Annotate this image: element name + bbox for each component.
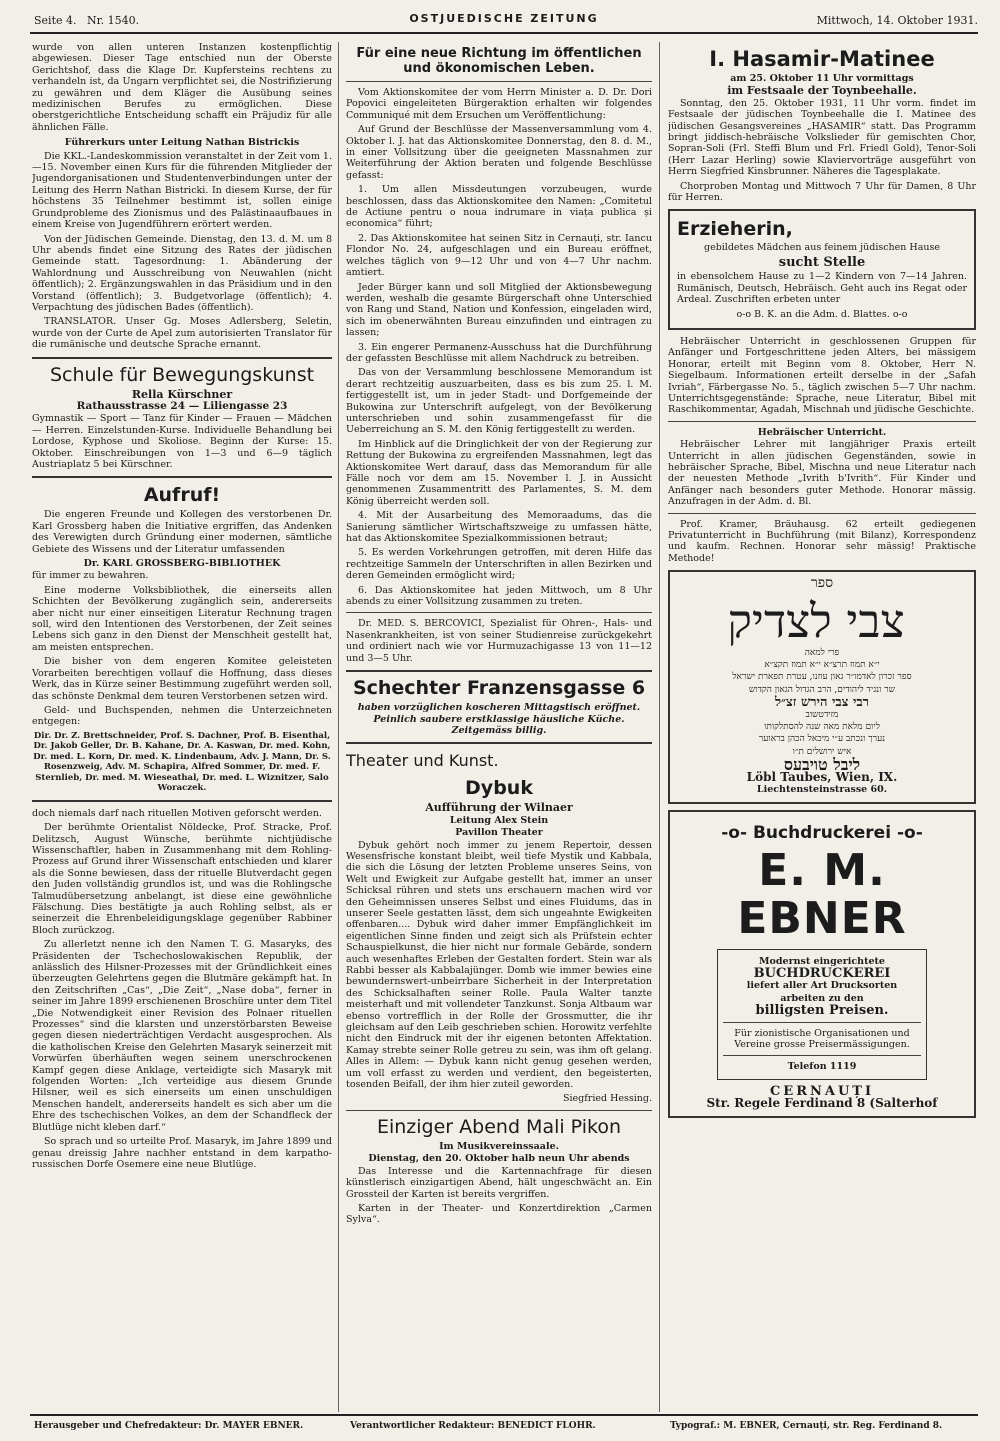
notice-text: Hebräischer Lehrer mit langjähriger Praxis erteilt Unterricht in allen jüdischen Gegenständen, sowie in hebräischer Sprache, Bibel, Mischna und neue Literatur nach der neuesten Methode „Ivrith b'Ivrith“. Für Kinder und Anfänger nach besonders guter Methode. Honorar mässig. Anzufragen in der Adm. d. Bl. <box>668 439 976 508</box>
divider <box>32 476 332 478</box>
ad-text: billigsten Preisen. <box>755 1003 889 1019</box>
appeal-text: Die bisher von dem engeren Komitee geleisteten Vorarbeiten berechtigen vollauf die Hoffnung, dass dieses Werk, das in Kürze seiner Bestimmung zugeführt werden soll, das schönste Denkmal dem teuren Verstorbenen setzen wird. <box>32 656 332 702</box>
event-subtitle: im Festsaale der Toynbeehalle. <box>727 84 917 98</box>
concert-title: Einziger Abend Mali Pikon <box>376 1115 621 1138</box>
appeal-text: Geld- und Buchspenden, nehmen die Unterzeichneten entgegen: <box>32 704 332 728</box>
article-text: 2. Das Aktionskomitee hat seinen Sitz in Cernauți, str. Iancu Flondor No. 24, aufgeschlagen und ein Bureau eröffnet, welches täglich von 9—12 Uhr und von 4—7 Uhr nachm. amtiert. <box>346 232 652 279</box>
divider <box>346 742 652 744</box>
event-text: Chorproben Montag und Mittwoch 7 Uhr für Damen, 8 Uhr für Herren. <box>668 180 976 204</box>
book-rabbi-name: רבי צבי הירש זצ״ל <box>774 695 870 711</box>
divider <box>346 612 652 613</box>
review-author: Siegfried Hessing. <box>563 1093 652 1105</box>
ad-heading: sucht Stelle <box>778 254 866 270</box>
article-title: Für eine neue Richtung im öffentlichen und ökonomischen Leben. <box>356 46 642 76</box>
article-text: Auf Grund der Beschlüsse der Massenversammlung vom 4. Oktober l. J. hat das Aktionskomitee Donnerstag, den 8. d. M., in einer Vollsitzung über die geeigneten Massnahmen zur Weiterführung der Aktion beraten und folgende Beschlüsse gefasst: <box>346 124 652 181</box>
ad-text: liefert aller Art Drucksorten <box>746 980 898 992</box>
concert-text: Karten in der Theater- und Konzertdirektion „Carmen Sylva“. <box>346 1202 652 1226</box>
event-title: I. Hasamir-Matinee <box>709 47 935 71</box>
ad-phone: Telefon 1119 <box>787 1061 857 1073</box>
article-text: So sprach und so urteilte Prof. Masaryk, im Jahre 1899 und genau dreissig Jahre nachher entstand in dem karpatho-russischen Dorfe Osemere eine neue Blutlüge. <box>32 1136 332 1170</box>
article-text: Jeder Bürger kann und soll Mitglied der Aktionsbewegung werden, weshalb die gesamte Bürgerschaft ohne Unterschied von Rang und Stand, Nation und Konfession, eingeladen wird, sich im obenerwähnten Bureau einzufinden und eintragen zu lassen; <box>346 281 652 339</box>
book-text: ספר זכרון לאדמו״ר גאון עוזנו, עטרת תפארת ישראל <box>732 672 912 683</box>
review-title: Dybuk <box>465 777 533 800</box>
footer-publisher: Herausgeber und Chefredakteur: Dr. MAYER EBNER. <box>34 1421 304 1431</box>
article-text: Von der Jüdischen Gemeinde. Dienstag, den 13. d. M. um 8 Uhr abends findet eine Sitzung des Rates der jüdischen Gemeinde statt. Tagesordnung: 1. Abänderung der Wahlordnung und Ausschreibung von Neuwahlen (nicht öffentlich); 2. Ergänzungswahlen in das Präsidium und in den Vorstand (öffentlich); 3. Budgetvorlage (öffentlich); 4. Verpachtung des jüdischen Bades (öffentlich). <box>32 233 332 313</box>
ad-title: Erzieherin, <box>677 218 793 241</box>
divider <box>32 357 332 359</box>
book-text: נערך ונכתב ע״י מיכאל הכהן בראוער <box>758 734 886 745</box>
ad-title: Schechter Franzensgasse 6 <box>352 677 646 700</box>
page-number: Seite 4. Nr. 1540. <box>34 14 140 27</box>
divider <box>668 513 976 514</box>
ad-city: CERNAUȚI <box>769 1083 875 1099</box>
article-text: Die KKL.-Landeskommission veranstaltet in der Zeit vom 1.—15. November einen Kurs für die führenden Mitglieder der Jugendorganisationen und Studentenverbindungen unter der Leitung des Herrn Nathan Bistricki. In diesem Kurse, der für höchstens 35 Teilnehmer bestimmt ist, sollen einige Grundprobleme des Zionismus und des Palästinaaufbaues in einem Kreise von Jugendführern erörtert werden. <box>32 150 332 231</box>
ad-text: in ebensolchem Hause zu 1—2 Kindern von 7—14 Jahren. Rumänisch, Deutsch, Hebräisch. Geht auch ins Regat oder Ardeal. Zuschriften erbeten unter <box>677 271 967 306</box>
section-heading: Theater und Kunst. <box>346 751 499 771</box>
masthead: OSTJUEDISCHE ZEITUNG <box>409 12 599 25</box>
library-name: Dr. KARL GROSSBERG-BIBLIOTHEK <box>83 558 281 570</box>
book-title: צבי לצדיק <box>727 593 905 648</box>
book-ad <box>668 570 976 803</box>
appeal-title: Aufruf! <box>143 484 221 507</box>
column-3 <box>668 42 976 1414</box>
issue-date: Mittwoch, 14. Oktober 1931. <box>816 14 978 27</box>
page-header <box>30 8 978 32</box>
book-dates: י״א תמוז תרצ״א י״א תמוז תקצ״א <box>764 660 880 671</box>
review-subtitle: Leitung Alex Stein <box>449 814 549 826</box>
ad-title: E. M. EBNER <box>737 844 907 944</box>
book-text: שר ונגיד ליהודים, הרב הגדול הגאון הקדוש <box>748 684 896 695</box>
divider <box>346 81 652 82</box>
article-text: Vom Aktionskomitee der vom Herrn Minister a. D. Dr. Dori Popovici eingeleiteten Bürgeraktion erhalten wir folgendes Communiqué mit dem Ersuchen um Veröffentlichung: <box>346 87 652 121</box>
appeal-text: Die engeren Freunde und Kollegen des verstorbenen Dr. Karl Grossberg haben die Initiative ergriffen, das Andenken des Verewigten durch Gründung einer modernen, sämtliche Gebiete des Wissens und der Literatur umfassenden <box>32 509 332 555</box>
article-text: doch niemals darf nach rituellen Motiven geforscht werden. <box>32 807 322 819</box>
publisher-name: Löbl Taubes, Wien, IX. <box>746 769 898 784</box>
appeal-text: Eine moderne Volksbibliothek, die einerseits allen Schichten der Bevölkerung zugänglich sein, andererseits aber nicht nur einer einseitigen Literatur Rechnung tragen soll, wird den Intentionen des Verstorbenen, der Zeit seines Lebens sich ganz in den Dienst der Menschheit gestellt hat, am meisten entsprechen. <box>32 584 332 653</box>
article-text: TRANSLATOR. Unser Gg. Moses Adlersberg, Seletin, wurde von der Curte de Apel zum autorisierten Translator für die rumänische und deutsche Sprache ernannt. <box>32 316 332 351</box>
appeal-signatories: Dir. Dr. Z. Brettschneider, Prof. S. Dachner, Prof. B. Eisenthal, Dr. Jakob Geller, Dr. B. Kahane, Dr. A. Kaswan, Dr. med. Kohn, Dr. med. L. Korn, Dr. med. K. Lindenbaum, Adv. J. Mann, Dr. S. Rosenzweig, Adv. M. Schapira, Alfred Sommer, Dr. med. F. Sternlieb, Dr. med. M. Wieseathal, Dr. med. L. Wiznitzer, Salo Woraczek. <box>33 730 331 794</box>
article-text: 6. Das Aktionskomitee hat jeden Mittwoch, um 8 Uhr abends zu einer Vollsitzung zusammen zu treten. <box>346 584 652 608</box>
article-text: 1. Um allen Missdeutungen vorzubeugen, wurde beschlossen, dass das Aktionskomitee den Namen: „Comitetul de Actiune pentru o noua indrumare in viața publica și economica“ führt; <box>346 184 652 230</box>
ad-text: Für zionistische Organisationen und Vereine grosse Preisermässigungen. <box>734 1027 910 1050</box>
footer-rule <box>30 1414 978 1416</box>
ad-address: Rathausstrasse 24 — Liliengasse 23 <box>76 399 288 412</box>
article-continuation: wurde von allen unteren Instanzen kostenpflichtig abgewiesen. Dieser Tage entschied nun der Oberste Gerichtshof, dass die Klage Dr. Kupfersteins rechtens zu verhandeln ist, da Ungarn verpflichtet sei, die Nostrifizierung zu gewähren und dem Kläger die Ausübung seines medizinischen Berufes zu ermöglichen. Diese oberstgerichtliche Entscheidung schafft ein Präjudiz für alle ähnlichen Fälle. <box>32 42 332 133</box>
divider <box>723 1055 921 1056</box>
article-text: 4. Mit der Ausarbeitung des Memoraadums, das die Sanierung sämtlicher Wirtschaftszweige zu umfassen hätte, hat das Aktionskomitee Spezialkommissionen betraut; <box>346 510 652 545</box>
article-text: 5. Es werden Vorkehrungen getroffen, mit deren Hilfe das rechtzeitige Sammeln der Unterschriften in allen Bezirken und deren Gemeinden ermöglicht wird; <box>346 547 652 582</box>
header-rule <box>30 32 978 34</box>
review-text: Dybuk gehört noch immer zu jenem Repertoir, dessen Wesensfrische konstant bleibt, weil tiefe Mystik und Kabbala, die sich die Lösung der letzten Probleme unseres Seins, von Welt und Ewigkeit zur Aufgabe gestellt hat, immer an unser Schicksal rühren und stets uns erschauern machen wird vor den Geheimnissen unseres Selbst und eines Fluidums, das in unserer Seele gestatten lässt, dem sich ungeahnte Ewigkeiten offenbaren.... Dybuk wird daher immer Empfänglichkeit im eigentlichen Sinne finden und zeigt sich als Prüfstein echter Schauspielkunst, die hier nicht nur formale Gebärde, sondern auch wesenhaftes Erleben der Gestalten fordert. Stein war als Rabbi besser als Kabbalajünger. Domb wie immer bewies eine bewundernswert-unbeirrbare Sicherheit in der Interpretation des Schicksalhaften seiner Rolle. Paula Walter tanzte meisterhaft und mit vollendeter Tanzkunst. Sonja Altbaum war ebenso vortrefflich in der Rolle der Grossmutter, die ihr gleichsam auf den Leib geschrieben schien. Horowitz verfehlte nicht den Eindruck mit der ihr eigenen betonten Affektation. Kamay strebte seiner Rolle getreu zu sein, was ihm oft gelang. Alles in Allem: — Dybuk kann nicht genug gesehen werden, um voll erfasst zu werden und verdient, den begeisterten, tosenden Beifall, der ihm hier zuteil geworden. <box>346 839 652 1091</box>
divider <box>346 670 652 672</box>
ad-text: Gymnastik — Sport — Tanz für Kinder — Frauen — Mädchen — Herren. Einzelstunden-Kurse. Individuelle Behandlung bei Lordose, Kyphose und Skoliose. Beginn der Kurse: 15. Oktober. Einschreibungen von 1—3 und 6—9 täglich Austriaplatz 5 bei Kürschner. <box>32 413 332 470</box>
article-heading: Führerkurs unter Leitung Nathan Bistrickis <box>64 137 300 149</box>
article-text: 3. Ein engerer Permanenz-Ausschuss hat die Durchführung der gefassten Beschlüsse mit allem Nachdruck zu betreiben. <box>346 341 652 364</box>
ad-code: o-o B. K. an die Adm. d. Blattes. o-o <box>736 308 908 320</box>
concert-date: Dienstag, den 20. Oktober halb neun Uhr abends <box>368 1153 630 1165</box>
review-subtitle: Pavillon Theater <box>455 827 543 839</box>
book-text: ליום מלאת מאה שנה להסתלקותו <box>764 722 880 733</box>
ad-heading: -o- Buchdruckerei -o- <box>721 822 923 843</box>
event-subtitle: am 25. Oktober 11 Uhr vormittags <box>730 73 914 84</box>
ad-address: Str. Regele Ferdinand 8 (Salterhof <box>706 1096 938 1111</box>
event-text: Sonntag, den 25. Oktober 1931, 11 Uhr vorm. findet im Festsaale der jüdischen Toynbeehalle die I. Matinee des jüdischen Gesangsvereines „HASAMIR“ statt. Das Programm bringt jiddisch-hebräische Volkslieder für gemischten Chor, Sopran-Soli (Frl. Steffi Blum und Frl. Friedl Gold), Tenor-Soli (Herr Lazar Herling) sowie Klaviervorträge ausgeführt von Herrn Siegfried Kinsbrunner. Näheres die Tagesplakate. <box>668 97 976 178</box>
notice-heading: Hebräischer Unterricht. <box>757 426 887 438</box>
footer-printer: Typograf.: M. EBNER, Cernauți, str. Reg. Ferdinand 8. <box>670 1421 943 1431</box>
ad-text: arbeiten zu den <box>780 992 864 1004</box>
ad-text: haben vorzüglichen koscheren Mittagstisch eröffnet. Peinlich saubere erstklassige häusliche Küche. Zeitgemäss billig. <box>357 702 641 736</box>
column-1 <box>32 42 332 1414</box>
divider <box>668 421 976 422</box>
book-text: מזידטשוב <box>805 709 839 720</box>
review-subtitle: Aufführung der Wilnaer <box>425 801 573 815</box>
book-publisher: ליבל טויבעס <box>783 755 861 775</box>
publisher-address: Liechtensteinstrasse 60. <box>756 784 888 796</box>
notice-text: Hebräischer Unterricht in geschlossenen Gruppen für Anfänger und Fortgeschrittene jeden Alters, bei mässigem Honorar, erteilt mit Beginn vom 8. Oktober, Herr N. Siegelbaum. Informationen erteilt derselbe in der „Safah Ivriah“, Färbergasse No. 5., täglich zwischen 5—7 Uhr nachm. Unterrichtsgegenstände: Sprache, neue Literatur, Bibel mit Raschikommentar, Agadah, Mischnah und jüdische Geschichte. <box>668 335 976 416</box>
divider <box>32 800 332 802</box>
article-text: Das von der Versammlung beschlossene Memorandum ist derart rechtzeitig auszuarbeiten, dass es bis zum 25. l. M. fertiggestellt ist, um in jeder Stadt- und Dorfgemeinde der Bukowina zur Unterschrift aufgelegt, von der Bevölkerung unterschrieben und sohin zusammengefasst für die Ueberreichung an S. M. den König fertiggestellt zu werden. <box>346 367 652 436</box>
ad-subtitle: gebildetes Mädchen aus feinem jüdischen Hause <box>703 242 940 254</box>
printing-ad <box>668 810 976 1118</box>
concert-venue: Im Musikvereinssaale. <box>439 1140 559 1152</box>
column-divider <box>338 42 339 1412</box>
ad-subtitle: Rella Kürschner <box>131 387 233 401</box>
book-subtitle: פרי למאה <box>804 647 840 658</box>
column-divider <box>659 42 660 1412</box>
divider <box>723 1022 921 1023</box>
article-text: Der berühmte Orientalist Nöldecke, Prof. Stracke, Prof. Delitzsch, August Wünsche, berühmte nichtjüdische Wissenschaftler, haben in Zusammenhang mit dem Rohling-Prozess auf Grund ihrer Wissenschaft entschieden und klarer als die Sonne bewiesen, dass der rituelle Blutverdacht gegen den Juden vollständig grundlos ist, und was die Rohlingsche Talmudübersetzung anbelangt, ist diese eine gewöhnliche Fälschung. Dies bestätigte ja auch Rohling selbst, als er seinerzeit die Ehrenbeleidigungsklage gegenüber Rabbiner Bloch zurückzog. <box>32 822 332 936</box>
book-label: ספר <box>810 575 834 592</box>
book-text: איש ירושלים ת״ו <box>792 746 852 757</box>
concert-text: Das Interesse und die Kartennachfrage für diesen künstlerisch einzigartigen Abend, hält ungeschwächt an. Ein Grossteil der Karten ist bereits vergriffen. <box>346 1165 652 1200</box>
notice-text: Prof. Kramer, Bräuhausg. 62 erteilt gediegenen Privatunterricht in Buchführung (mit Bilanz), Korrespondenz und kaufm. Rechnen. Honorar sehr mässig! Praktische Methode! <box>668 518 976 564</box>
ad-text: Modernst eingerichtete <box>759 955 885 967</box>
ad-title: Schule für Bewegungskunst <box>49 363 315 386</box>
column-2 <box>346 42 652 1414</box>
divider <box>346 1110 652 1111</box>
ad-text: BUCHDRUCKEREI <box>753 965 891 981</box>
classified-ad <box>668 209 976 329</box>
ad-inner-box <box>717 949 927 1080</box>
appeal-text: für immer zu bewahren. <box>32 570 149 582</box>
newspaper-page <box>30 8 978 1433</box>
notice-text: Dr. MED. S. BERCOVICI, Spezialist für Ohren-, Hals- und Nasenkrankheiten, ist von seiner Studienreise zurückgekehrt und ordiniert nach wie vor Hurmuzachigasse 13 von 11—12 und 3—5 Uhr. <box>346 618 652 664</box>
article-text: Im Hinblick auf die Dringlichkeit der von der Regierung zur Rettung der Bukowina zu ergreifenden Massnahmen, legt das Aktionskomitee Wert darauf, dass das Memorandum für alle Fälle noch vor dem am 15. November l. J. in Aussicht genommenen Zusammentritt des Parlamentes, S. M. dem König überreicht werden soll. <box>346 438 652 507</box>
footer-editor: Verantwortlicher Redakteur: BENEDICT FLOHR. <box>350 1421 596 1431</box>
article-text: Zu allerletzt nenne ich den Namen T. G. Masaryks, des Präsidenten der Tschechoslowakischen Republik, der anlässlich des Hilsner-Prozesses mit der Gründlichkeit eines überzeugten Gelehrtens gegen die Blutmäre gekämpft hat. In den Zeitschriften „Cas“, „Die Zeit“, „Nase doba“, ferner in seiner im Jahre 1899 erschienenen Broschüre unter dem Titel „Die Notwendigkeit einer Revision des Polnaer rituellen Prozesses“ sind die klarsten und unzerstörbarsten Beweise gegen diesen niederträchtigen Verdacht ausgesprochen. Als die katholischen Kreise den Gelehrten Masaryk seinerzeit mit Vorwürfen überhäuften wegen seinem unerschrockenen Kampf gegen diese Anklage, verteidigte sich Masaryk mit folgenden Worten: „Ich verteidige aus diesem Grunde Hilsner, weil es sich einerseits um einen unschuldigen Menschen handelt, andererseits handelt es sich aber um die Ehre des tschechischen Volkes, an dem der Schandfleck der Blutlüge nicht kleben darf.“ <box>32 939 332 1133</box>
